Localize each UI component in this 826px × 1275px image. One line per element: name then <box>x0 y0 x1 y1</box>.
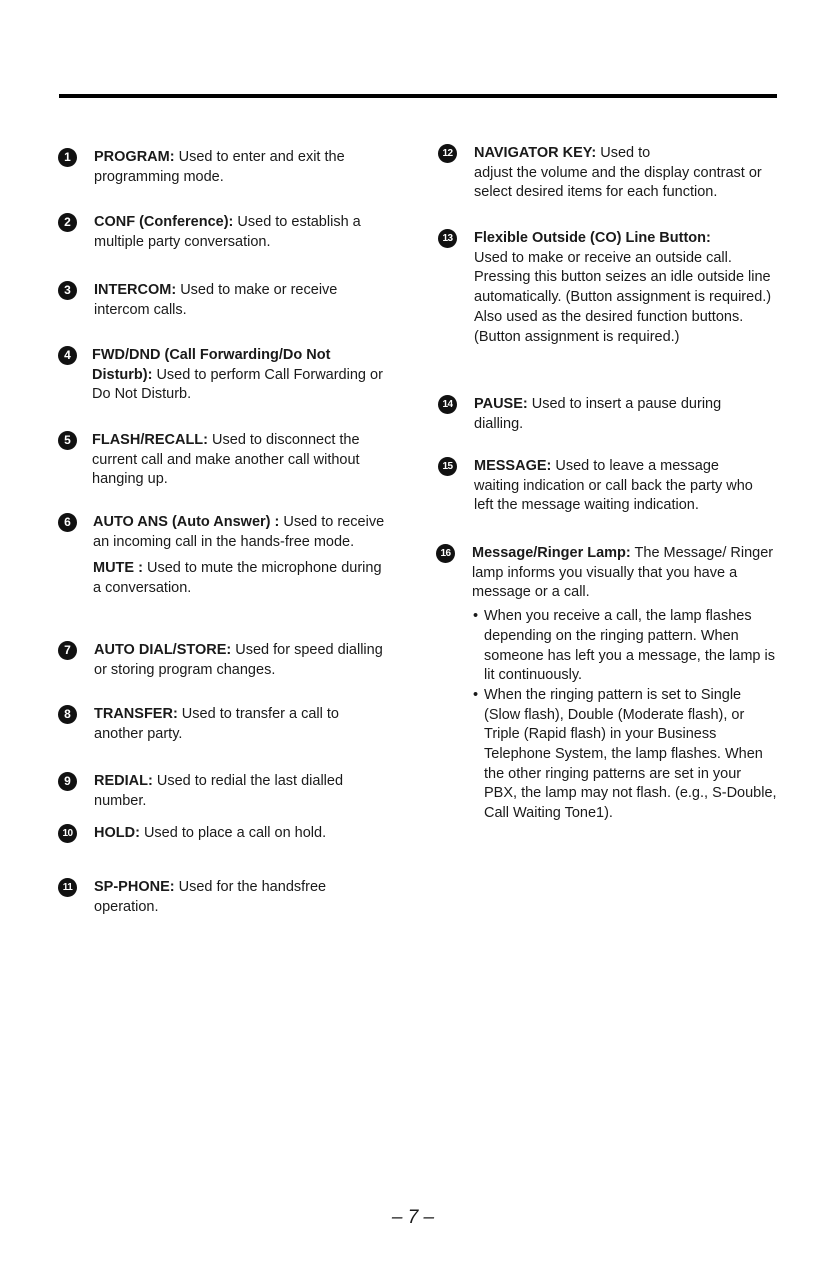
item-text <box>472 544 777 824</box>
item-title: NAVIGATOR KEY: <box>474 145 597 161</box>
item-description: Used to <box>596 145 651 161</box>
item-text <box>474 457 764 516</box>
item-description: Used to establish a multiple party conversation. <box>94 214 361 250</box>
number-badge: 15 <box>438 457 457 476</box>
item-description: Used to make or receive intercom calls. <box>94 282 338 318</box>
item-description: Used for speed dialling or storing program changes. <box>94 642 383 678</box>
item-description: Used to enter and exit the programming mode. <box>94 149 345 185</box>
number-badge: 11 <box>58 878 77 897</box>
item-description: Used to place a call on hold. <box>139 825 327 841</box>
item-text <box>474 144 779 203</box>
item-text <box>93 513 393 599</box>
number-badge: 16 <box>436 544 455 563</box>
item-title: REDIAL: <box>94 773 153 789</box>
number-badge: 1 <box>58 148 77 167</box>
number-badge: 7 <box>58 641 77 660</box>
number-badge: 12 <box>438 144 457 163</box>
mute-text: Used to mute the microphone during a conversation. <box>93 560 382 597</box>
item-text <box>94 824 394 844</box>
item-text <box>94 705 384 744</box>
item-title: HOLD: <box>94 825 140 841</box>
item-title: FWD/DND (Call Forwarding/Do Not Disturb): <box>92 347 331 383</box>
item-text <box>94 772 394 811</box>
item-title: Message/Ringer Lamp: <box>472 545 631 561</box>
item-text <box>92 431 392 490</box>
bullet-item: • When the ringing pattern is set to Single (Slow flash), Double (Moderate flash), or Triple (Rapid flash) in your Business Telephone System, the lamp flashes. When the other ringing patterns are set in your PBX, the lamp may not flash. (e.g., S-Double, Call Waiting Tone1). <box>472 686 777 824</box>
number-badge: 13 <box>438 229 457 248</box>
item-title: AUTO DIAL/STORE: <box>94 642 232 658</box>
bullet-list <box>472 607 777 824</box>
item-text <box>474 395 764 434</box>
item-description-continued: adjust the volume and the display contrast or select desired items for each function. <box>474 164 762 201</box>
item-description: Used to insert a pause during dialling. <box>474 396 722 432</box>
mute-description <box>93 559 393 598</box>
item-description: Used to make or receive an outside call. Pressing this button seizes an idle outside line automatically. (Button assignment is required.) Also used as the desired function buttons. (Button assignment is required.) <box>474 249 772 345</box>
item-title: PROGRAM: <box>94 149 175 165</box>
page-number: – 7 – <box>391 1207 435 1228</box>
number-badge: 10 <box>58 824 77 843</box>
number-badge: 3 <box>58 281 77 300</box>
item-text <box>94 878 384 917</box>
item-text <box>94 148 394 187</box>
number-badge: 2 <box>58 213 77 232</box>
number-badge: 4 <box>58 346 77 365</box>
item-text <box>92 346 392 405</box>
item-title: TRANSFER: <box>94 706 178 722</box>
item-title: FLASH/RECALL: <box>92 432 208 448</box>
item-title: CONF (Conference): <box>94 214 234 230</box>
number-badge: 6 <box>58 513 77 532</box>
item-description: Used to redial the last dialled number. <box>94 773 344 809</box>
item-title: SP-PHONE: <box>94 879 175 895</box>
item-description: The Message/ Ringer lamp informs you visually that you have a message or a call. <box>472 545 774 601</box>
item-text <box>94 213 394 252</box>
item-description: Used to transfer a call to another party. <box>94 706 339 742</box>
item-title: Flexible Outside (CO) Line Button: <box>474 230 711 246</box>
number-badge: 9 <box>58 772 77 791</box>
item-description: Used to leave a message waiting indication or call back the party who left the message waiting indication. <box>474 458 753 514</box>
item-description: Used to receive an incoming call in the hands-free mode. <box>93 514 385 550</box>
item-title: PAUSE: <box>474 396 528 412</box>
item-text <box>474 229 774 347</box>
item-text <box>94 641 384 680</box>
item-description: Used to perform Call Forwarding or Do Not Disturb. <box>92 366 383 403</box>
top-rule <box>59 94 777 98</box>
item-title: MESSAGE: <box>474 458 552 474</box>
bullet-item: • When you receive a call, the lamp flashes depending on the ringing pattern. When someone has left you a message, the lamp is lit continuously. <box>472 607 777 686</box>
mute-title: MUTE : <box>93 560 143 577</box>
item-description: Used for the handsfree operation. <box>94 879 327 915</box>
item-title: INTERCOM: <box>94 282 177 298</box>
number-badge: 5 <box>58 431 77 450</box>
item-title: AUTO ANS (Auto Answer) : <box>93 514 280 530</box>
number-badge: 8 <box>58 705 77 724</box>
item-text <box>94 281 384 320</box>
item-description: Used to disconnect the current call and make another call without hanging up. <box>92 432 360 488</box>
number-badge: 14 <box>438 395 457 414</box>
